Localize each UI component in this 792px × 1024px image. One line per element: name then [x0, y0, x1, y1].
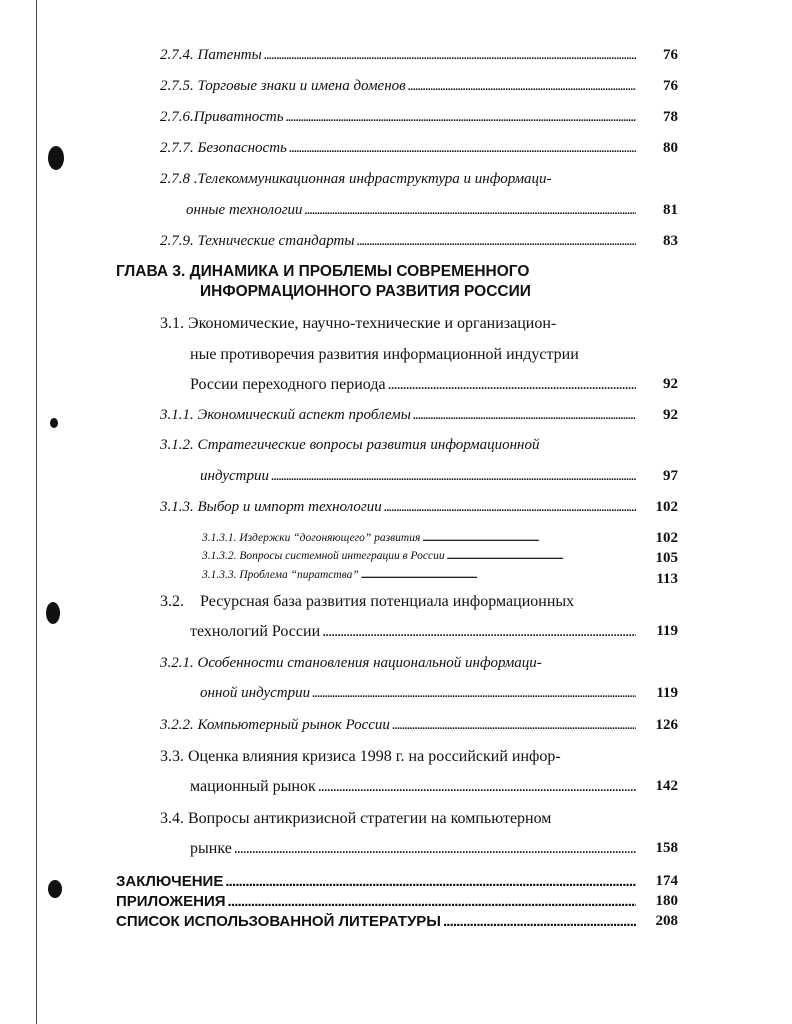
toc-page-number: 113 — [656, 571, 678, 587]
toc-entry-title: 3.1.3. Выбор и импорт технологии — [160, 499, 382, 515]
toc-entry-title: 3.2.1. Особенности становления национальной информаци- — [160, 655, 542, 671]
toc-entry — [160, 717, 638, 734]
toc-entry-title: 2.7.9. Технические стандарты — [160, 233, 355, 249]
leader-dots — [384, 499, 636, 516]
toc-entry-title: 2.7.5. Торговые знаки и имена доменов — [160, 78, 406, 94]
toc-entry-title: 3.2.2. Компьютерный рынок России — [160, 717, 390, 733]
toc-entry-title: России переходного периода — [190, 376, 386, 393]
toc-entry-title: онной индустрии — [200, 685, 311, 701]
scan-blot — [46, 602, 60, 624]
toc-entry — [160, 499, 638, 516]
toc-entry-title: 2.7.6.Приватность — [160, 109, 284, 125]
leader-dots — [413, 407, 636, 424]
leader-dots — [289, 140, 636, 157]
toc-page-number: 174 — [655, 873, 678, 889]
toc-page-number: 142 — [655, 778, 678, 794]
leader-dots — [422, 532, 636, 544]
leader-dots — [234, 840, 636, 858]
toc-page-number: 102 — [655, 530, 678, 546]
scan-blot — [48, 146, 64, 170]
leader-dots — [318, 778, 636, 796]
toc-entry-continued — [190, 376, 638, 394]
toc-page-number: 208 — [655, 913, 678, 929]
toc-entry-title: 3.1.3.2. Вопросы системной интеграции в России — [202, 550, 445, 562]
chapter-heading: ГЛАВА 3. ДИНАМИКА И ПРОБЛЕМЫ СОВРЕМЕННОГО — [116, 263, 530, 280]
toc-page-number: 119 — [656, 685, 678, 701]
leader-dots — [392, 717, 636, 734]
toc-entry — [160, 47, 638, 64]
toc-entry-title: 3.3. Оценка влияния кризиса 1998 г. на российский инфор- — [160, 748, 561, 765]
toc-entry-title: онные технологии — [186, 202, 303, 218]
scan-margin-line — [36, 0, 37, 1024]
toc-entry-continued — [186, 202, 638, 219]
toc-page-number: 81 — [663, 202, 678, 218]
toc-entry-major — [116, 893, 638, 910]
toc-entry-title: 2.7.4. Патенты — [160, 47, 262, 63]
toc-entry-major — [116, 913, 638, 930]
leader-dots — [322, 623, 636, 641]
leader-dots — [357, 233, 636, 250]
leader-dots — [361, 569, 636, 581]
toc-entry — [160, 171, 638, 188]
scan-blot — [48, 880, 62, 898]
toc-entry-title: технологий России — [190, 623, 321, 640]
leader-dots — [286, 109, 636, 126]
toc-entry-title: 3.1. Экономические, научно-технические и организацион- — [160, 315, 557, 332]
toc-entry-title: рынке — [190, 840, 232, 857]
toc-entry-title: ПРИЛОЖЕНИЯ — [116, 893, 226, 910]
toc-entry-title: 2.7.8 .Телекоммуникационная инфраструктура и информаци- — [160, 171, 552, 187]
leader-dots — [388, 376, 636, 394]
leader-dots — [228, 893, 636, 910]
toc-entry — [160, 315, 638, 333]
toc-entry-title: индустрии — [200, 468, 269, 484]
toc-entry-title: 3.4. Вопросы антикризисной стратегии на компьютерном — [160, 810, 552, 827]
leader-dots — [271, 468, 636, 485]
toc-entry — [160, 748, 638, 766]
toc-page-number: 76 — [663, 78, 678, 94]
toc-page-number: 158 — [655, 840, 678, 856]
toc-entry — [160, 437, 638, 454]
toc-entry-continued — [200, 685, 638, 702]
toc-entry — [202, 569, 638, 581]
leader-dots — [264, 47, 636, 64]
toc-entry-title: 3.1.1. Экономический аспект проблемы — [160, 407, 411, 423]
leader-dots — [447, 550, 636, 562]
toc-page-number: 102 — [655, 499, 678, 515]
toc-entry-title: 3.1.3.1. Издержки “догоняющего” развития — [202, 532, 421, 544]
toc-entry-continued — [190, 840, 638, 858]
toc-entry — [160, 78, 638, 95]
toc-page-number: 180 — [655, 893, 678, 909]
leader-dots — [312, 685, 636, 702]
toc-entry-title: мационный рынок — [190, 778, 316, 795]
toc-entry-continued — [200, 468, 638, 485]
toc-page-number: 76 — [663, 47, 678, 63]
toc-entry-title: СПИСОК ИСПОЛЬЗОВАННОЙ ЛИТЕРАТУРЫ — [116, 913, 441, 930]
leader-dots — [443, 913, 636, 930]
toc-page-number: 80 — [663, 140, 678, 156]
toc-page-number: 105 — [655, 550, 678, 566]
toc-entry — [202, 532, 638, 544]
toc-entry — [160, 593, 638, 611]
toc-page-number: 83 — [663, 233, 678, 249]
toc-entry — [160, 407, 638, 424]
leader-dots — [225, 873, 636, 890]
toc-entry — [160, 655, 638, 672]
toc-entry-continued — [190, 346, 638, 364]
toc-page-number: 78 — [663, 109, 678, 125]
toc-entry — [160, 109, 638, 126]
toc-entry — [160, 140, 638, 157]
toc-entry — [160, 233, 638, 250]
toc-page-number: 92 — [663, 376, 678, 392]
toc-page-number: 92 — [663, 407, 678, 423]
toc-entry-continued — [190, 778, 638, 796]
toc-entry-title: ЗАКЛЮЧЕНИЕ — [116, 873, 224, 890]
toc-entry-title: 2.7.7. Безопасность — [160, 140, 287, 156]
toc-entry — [202, 550, 638, 562]
toc-entry-title: 3.1.3.3. Проблема “пиратства” — [202, 569, 359, 581]
toc-page-number: 126 — [655, 717, 678, 733]
toc-entry-title: ные противоречия развития информационной индустрии — [190, 346, 579, 363]
toc-entry-title: 3.2. Ресурсная база развития потенциала информационных — [160, 593, 575, 610]
toc-entry — [160, 810, 638, 828]
toc-page-number: 97 — [663, 468, 678, 484]
chapter-heading: ИНФОРМАЦИОННОГО РАЗВИТИЯ РОССИИ — [200, 283, 531, 300]
toc-entry-continued — [190, 623, 638, 641]
scan-blot — [50, 418, 58, 428]
leader-dots — [305, 202, 636, 219]
toc-entry-title: 3.1.2. Стратегические вопросы развития информационной — [160, 437, 540, 453]
toc-entry-major — [116, 873, 638, 890]
toc-page-number: 119 — [656, 623, 678, 639]
leader-dots — [408, 78, 636, 95]
